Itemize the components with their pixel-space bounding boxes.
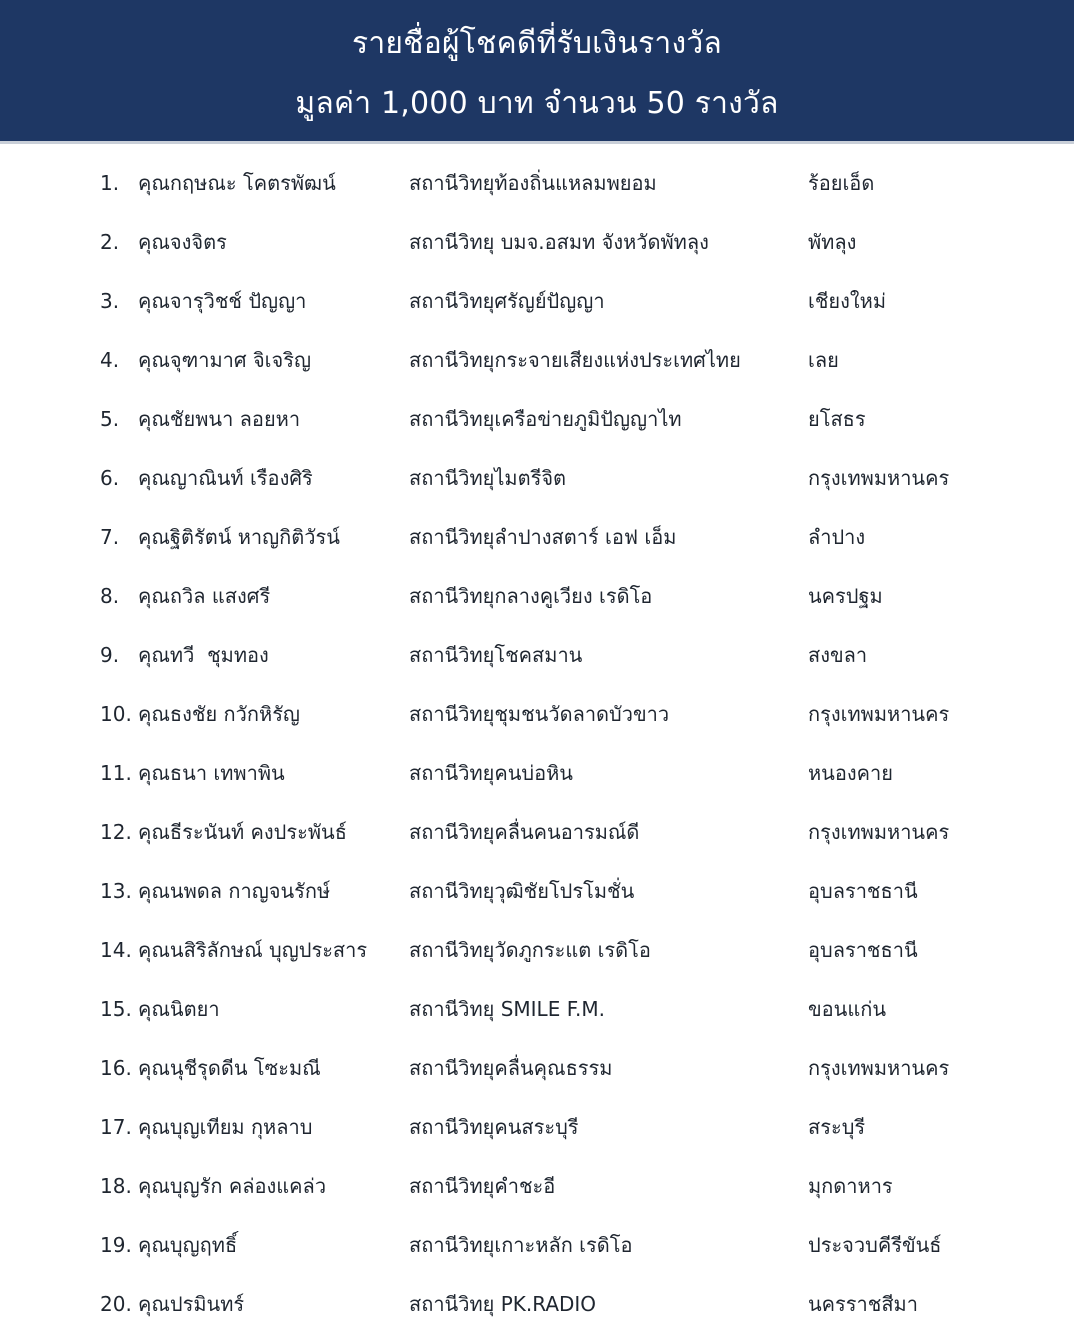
header-divider [0,141,1074,144]
winner-name: คุณชัยพนา ลอยหา [138,407,301,431]
winner-station: สถานีวิทยุ บมจ.อสมท จังหวัดพัทลุง [409,230,709,254]
winner-name: คุณธนา เทพาพิน [138,761,285,785]
winner-name: คุณธงชัย กวักหิรัญ [138,702,300,726]
winner-station: สถานีวิทยุโชคสมาน [409,643,583,667]
winner-name: คุณบุญฤทธิ์ [138,1233,238,1257]
winner-name: คุณทวี ชุมทอง [138,643,269,667]
winner-station: สถานีวิทยุชุมชนวัดลาดบัวขาว [409,702,670,726]
winner-station: สถานีวิทยุวัดภูกระแต เรดิโอ [409,938,651,962]
winner-name: คุณนสิริลักษณ์ บุญประสาร [138,938,368,962]
winner-province: ประจวบคีรีขันธ์ [808,1233,942,1257]
winner-station: สถานีวิทยุกลางคูเวียง เรดิโอ [409,584,653,608]
winner-station: สถานีวิทยุ SMILE F.M. [409,997,605,1021]
winner-row [0,626,1074,684]
winner-row [0,744,1074,802]
winner-province: อุบลราชธานี [808,879,918,903]
winner-row [0,1216,1074,1274]
winner-number: 11. [100,761,132,785]
winner-province: ขอนแก่น [808,997,887,1021]
winner-row [0,862,1074,920]
winner-number: 7. [100,525,120,549]
winner-number: 14. [100,938,132,962]
winner-number: 20. [100,1292,132,1316]
winner-number: 8. [100,584,120,608]
winner-station: สถานีวิทยุไมตรีจิต [409,466,567,490]
winner-row [0,803,1074,861]
winner-name: คุณปรมินทร์ [138,1292,245,1316]
winner-name: คุณถวิล แสงศรี [138,584,271,608]
winner-name: คุณบุญเทียม กุหลาบ [138,1115,313,1139]
winner-station: สถานีวิทยุ PK.RADIO [409,1292,597,1316]
winner-station: สถานีวิทยุลำปางสตาร์ เอฟ เอ็ม [409,525,677,549]
winner-number: 17. [100,1115,132,1139]
winner-name: คุณจงจิตร [138,230,227,254]
winner-row [0,272,1074,330]
winner-row [0,508,1074,566]
winner-name: คุณจารุวิชช์ ปัญญา [138,289,307,313]
winner-station: สถานีวิทยุศรัญย์ปัญญา [409,289,605,313]
winner-row [0,1098,1074,1156]
winner-number: 9. [100,643,120,667]
winner-province: พัทลุง [808,230,857,254]
winner-name: คุณธีระนันท์ คงประพันธ์ [138,820,347,844]
winner-number: 2. [100,230,120,254]
winner-province: นครปฐม [808,584,883,608]
winner-number: 13. [100,879,132,903]
winner-station: สถานีวิทยุคลื่นคนอารมณ์ดี [409,820,640,844]
winner-station: สถานีวิทยุเกาะหลัก เรดิโอ [409,1233,633,1257]
winner-number: 6. [100,466,120,490]
winner-row [0,154,1074,212]
winner-station: สถานีวิทยุคำชะอี [409,1174,556,1198]
winner-province: กรุงเทพมหานคร [808,702,950,726]
winner-province: อุบลราชธานี [808,938,918,962]
winner-name: คุณกฤษณะ โคตรพัฒน์ [138,171,336,195]
winner-row [0,1039,1074,1097]
winner-row [0,685,1074,743]
winner-number: 10. [100,702,132,726]
winner-number: 5. [100,407,120,431]
winner-province: ยโสธร [808,407,866,431]
winner-name: คุณนพดล กาญจนรักษ์ [138,879,331,903]
winner-province: สงขลา [808,643,868,667]
winner-row [0,449,1074,507]
winner-province: นครราชสีมา [808,1292,918,1316]
winner-row [0,213,1074,271]
winner-province: หนองคาย [808,761,893,785]
page-title: รายชื่อผู้โชคดีที่รับเงินรางวัล [352,26,722,61]
winner-row [0,567,1074,625]
winner-station: สถานีวิทยุคนสระบุรี [409,1115,579,1139]
winner-station: สถานีวิทยุเครือข่ายภูมิปัญญาไท [409,407,682,431]
winner-name: คุณนิตยา [138,997,220,1021]
winner-row [0,331,1074,389]
winner-province: เลย [808,348,839,372]
winner-station: สถานีวิทยุคลื่นคุณธรรม [409,1056,613,1080]
winner-name: คุณฐิติรัตน์ หาญกิติวัรน์ [138,525,340,549]
winner-number: 15. [100,997,132,1021]
winner-station: สถานีวิทยุกระจายเสียงแห่งประเทศไทย [409,348,741,372]
winner-row [0,1157,1074,1215]
winner-province: กรุงเทพมหานคร [808,1056,950,1080]
winner-station: สถานีวิทยุวุฒิชัยโปรโมชั่น [409,879,635,903]
winner-number: 1. [100,171,120,195]
winner-province: มุกดาหาร [808,1174,893,1198]
winner-number: 3. [100,289,120,313]
winner-number: 18. [100,1174,132,1198]
winner-province: เชียงใหม่ [808,289,887,313]
winner-row [0,980,1074,1038]
winner-name: คุณญาณินท์ เรืองศิริ [138,466,313,490]
winner-station: สถานีวิทยุท้องถิ่นแหลมพยอม [409,171,657,195]
winner-row [0,921,1074,979]
winner-row [0,1275,1074,1333]
winner-province: กรุงเทพมหานคร [808,466,950,490]
winner-province: สระบุรี [808,1115,866,1139]
winner-number: 19. [100,1233,132,1257]
winner-name: คุณบุญรัก คล่องแคล่ว [138,1174,327,1198]
winner-province: ร้อยเอ็ด [808,171,875,195]
winner-province: ลำปาง [808,525,866,549]
winner-station: สถานีวิทยุคนบ่อหิน [409,761,573,785]
page-subtitle: มูลค่า 1,000 บาท จำนวน 50 รางวัล [295,86,779,121]
winner-number: 12. [100,820,132,844]
winner-province: กรุงเทพมหานคร [808,820,950,844]
winner-number: 4. [100,348,120,372]
header-banner [0,0,1074,141]
winner-row [0,390,1074,448]
winner-number: 16. [100,1056,132,1080]
winner-name: คุณนุชีรุดดีน โซะมณี [138,1056,321,1080]
winner-name: คุณจุฑามาศ จิเจริญ [138,348,312,372]
